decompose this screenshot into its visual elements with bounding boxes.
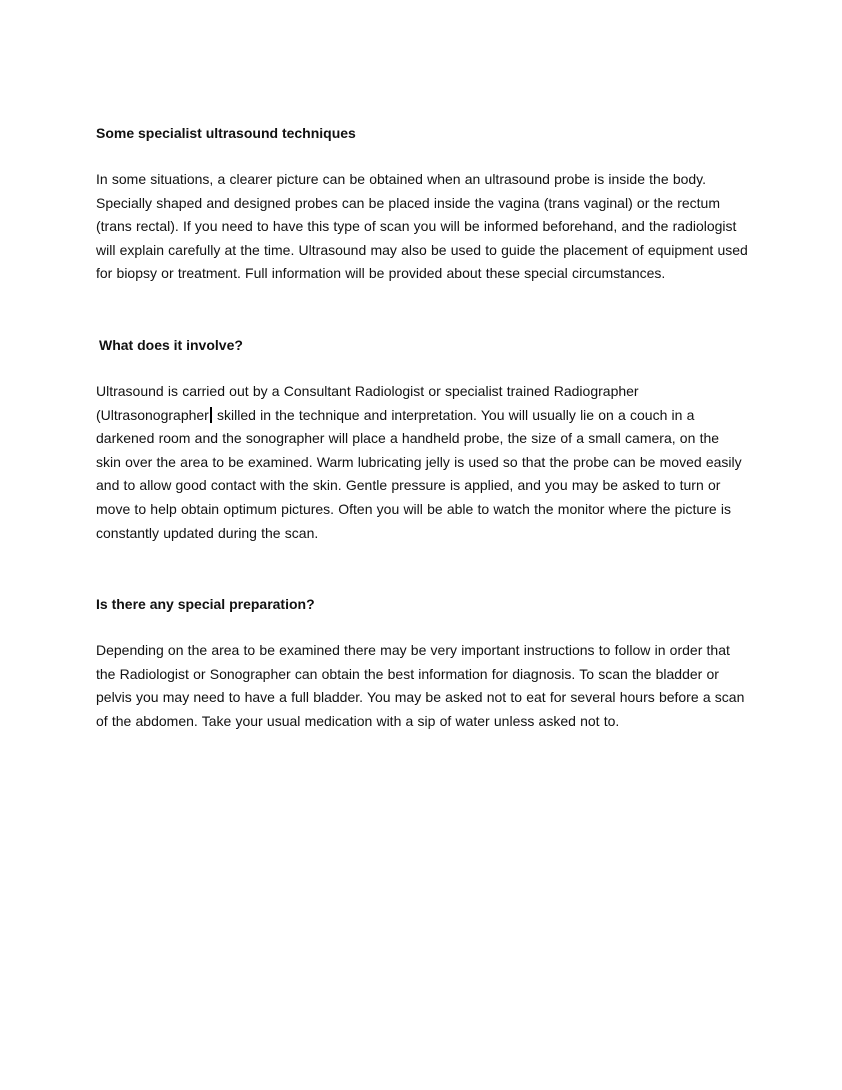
section-heading-what-does-it-involve: What does it involve?	[99, 336, 243, 353]
text-cursor	[210, 407, 212, 423]
paragraph-text-before-cursor: Ultrasound is carried out by a Consultant Radiologist or specialist trained Radiographer (Ultrasonographer	[96, 382, 639, 423]
section-paragraph-specialist-techniques[interactable]: In some situations, a clearer picture can be obtained when an ultrasound probe is inside the body. Specially shaped and designed probes can be placed inside the vagina (trans vaginal) or the rectum (trans rectal). If you need to have this type of scan you will be informed beforehand, and the radiologist will explain carefully at the time. Ultrasound may also be used to guide the placement of equipment used for biopsy or treatment. Full information will be provided about these special circumstances.	[96, 171, 748, 282]
section-paragraph-special-preparation[interactable]: Depending on the area to be examined there may be very important instructions to follow in order that the Radiologist or Sonographer can obtain the best information for diagnosis. To scan the bladder or pelvis you may need to have a full bladder. You may be asked not to eat for several hours before a scan of the abdomen. Take your usual medication with a sip of water unless asked not to.	[96, 642, 745, 729]
document-body	[96, 122, 748, 734]
section-paragraph-what-does-it-involve[interactable]	[96, 380, 748, 545]
section-heading-specialist-techniques: Some specialist ultrasound techniques	[96, 125, 356, 141]
section-heading-special-preparation: Is there any special preparation?	[96, 596, 315, 613]
paragraph-text-after-cursor: skilled in the technique and interpretation. You will usually lie on a couch in a darkened room and the sonographer will place a handheld probe, the size of a small camera, on the skin over the area to be examined. Warm lubricating jelly is used so that the probe can be moved easily and to allow good contact with the skin. Gentle pressure is applied, and you may be asked to turn or move to help obtain optimum pictures. Often you will be able to watch the monitor where the picture is constantly updated during the scan.	[96, 406, 742, 541]
